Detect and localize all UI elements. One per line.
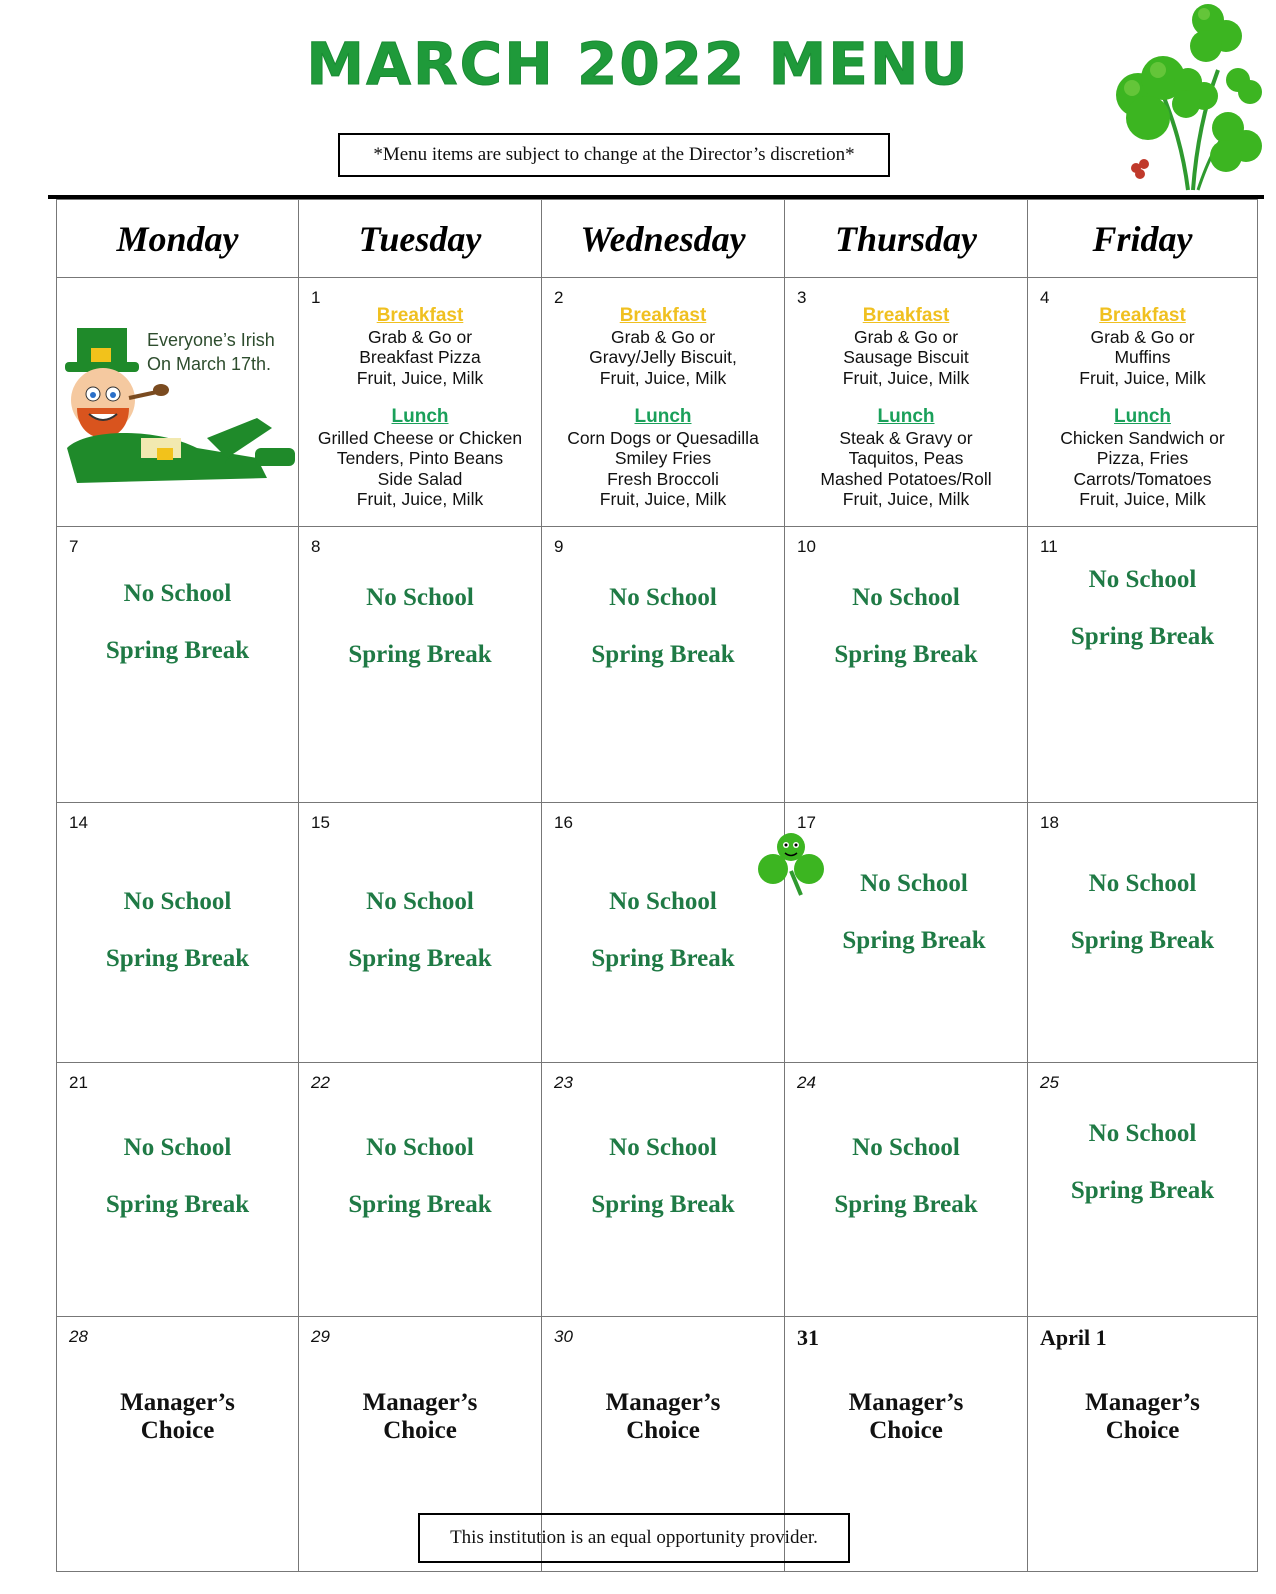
day-cell	[298, 526, 541, 802]
spring-break-label: Spring Break	[834, 641, 978, 668]
day-cell	[1027, 277, 1257, 526]
spring-break-label: Spring Break	[1070, 623, 1215, 650]
no-school-label: No School	[609, 888, 717, 915]
lunch-label: Lunch	[1114, 406, 1171, 427]
weekday-header-friday: Friday	[1027, 199, 1257, 277]
page-title: MARCH 2022 MENU	[306, 30, 970, 98]
day-cell	[56, 1316, 298, 1571]
spring-break-label: Spring Break	[1070, 927, 1215, 954]
day-number: 4	[1040, 288, 1050, 307]
day-cell	[1027, 526, 1257, 802]
spring-break-label: Spring Break	[105, 637, 250, 664]
day-number: 21	[69, 1073, 88, 1092]
spring-break-label: Spring Break	[348, 1191, 492, 1218]
day-cell	[541, 1062, 784, 1316]
day-cell	[784, 526, 1027, 802]
menu-line: Steak & Gravy or	[839, 427, 973, 448]
day-number: 31	[797, 1325, 819, 1350]
menu-line: Grab & Go or	[853, 326, 959, 347]
menu-line: Fruit, Juice, Milk	[599, 367, 727, 388]
menu-line: Grab & Go or	[367, 326, 473, 347]
managers-choice-label: Choice	[869, 1417, 943, 1444]
menu-line: Grab & Go or	[610, 326, 716, 347]
no-school-label: No School	[366, 584, 474, 611]
weekday-header-wednesday: Wednesday	[541, 199, 784, 277]
no-school-label: No School	[1088, 870, 1197, 897]
menu-line: Fruit, Juice, Milk	[842, 367, 970, 388]
menu-line: Side Salad	[377, 468, 463, 489]
managers-choice-label: Choice	[140, 1417, 215, 1444]
weekday-header-tuesday: Tuesday	[298, 199, 541, 277]
managers-choice-label: Manager’s	[605, 1389, 721, 1416]
menu-line: Fruit, Juice, Milk	[1079, 489, 1206, 509]
menu-change-notice: *Menu items are subject to change at the Director’s discretion*	[338, 133, 890, 177]
day-number: 24	[797, 1073, 816, 1092]
spring-break-label: Spring Break	[105, 945, 250, 972]
day-number: 15	[311, 813, 330, 832]
day-cell	[56, 526, 298, 802]
leprechaun-banner-cell	[56, 277, 298, 526]
menu-line: Fruit, Juice, Milk	[356, 367, 484, 388]
day-number: 14	[69, 813, 88, 832]
menu-line: Fruit, Juice, Milk	[842, 489, 970, 509]
no-school-label: No School	[366, 1134, 474, 1161]
day-cell	[298, 1062, 541, 1316]
day-cell	[541, 802, 784, 1062]
menu-line: Tenders, Pinto Beans	[336, 448, 504, 468]
day-number: 10	[797, 537, 816, 556]
menu-line: Grab & Go or	[1090, 326, 1195, 347]
spring-break-label: Spring Break	[348, 641, 492, 668]
day-number: 8	[311, 537, 321, 556]
spring-break-label: Spring Break	[842, 927, 986, 954]
menu-line: Grilled Cheese or Chicken	[317, 427, 523, 448]
no-school-label: No School	[609, 584, 717, 611]
day-cell	[56, 1062, 298, 1316]
menu-line: Chicken Sandwich or	[1060, 427, 1225, 448]
day-number: 9	[554, 537, 564, 556]
managers-choice-label: Manager’s	[1085, 1389, 1200, 1416]
breakfast-label: Breakfast	[376, 305, 464, 326]
menu-line: Gravy/Jelly Biscuit,	[589, 347, 737, 367]
spring-break-label: Spring Break	[834, 1191, 978, 1218]
day-number: 18	[1040, 813, 1059, 832]
day-number: 25	[1040, 1073, 1059, 1092]
managers-choice-label: Choice	[383, 1417, 457, 1444]
day-cell	[1027, 1062, 1257, 1316]
day-number: 2	[554, 288, 564, 307]
spring-break-label: Spring Break	[591, 641, 735, 668]
lunch-label: Lunch	[391, 406, 449, 427]
day-cell	[298, 802, 541, 1062]
menu-line: Fruit, Juice, Milk	[599, 489, 727, 509]
day-cell	[56, 802, 298, 1062]
no-school-label: No School	[123, 1134, 232, 1161]
no-school-label: No School	[1088, 566, 1197, 593]
menu-line: Corn Dogs or Quesadilla	[567, 427, 759, 448]
day-cell	[1027, 1316, 1257, 1571]
day-cell	[1027, 802, 1257, 1062]
day-number: 30	[554, 1327, 573, 1346]
day-number: 11	[1040, 537, 1058, 556]
no-school-label: No School	[123, 888, 232, 915]
no-school-label: No School	[123, 580, 232, 607]
day-number: 3	[797, 288, 807, 307]
breakfast-label: Breakfast	[1099, 305, 1186, 326]
menu-line: Carrots/Tomatoes	[1073, 468, 1212, 489]
breakfast-label: Breakfast	[862, 305, 950, 326]
menu-line: Sausage Biscuit	[843, 347, 969, 367]
managers-choice-label: Manager’s	[120, 1389, 235, 1416]
day-number: 16	[554, 813, 573, 832]
day-cell	[784, 1062, 1027, 1316]
menu-line: Smiley Fries	[614, 448, 712, 468]
no-school-label: No School	[860, 870, 968, 897]
menu-line: Pizza, Fries	[1096, 448, 1189, 468]
menu-line: Fruit, Juice, Milk	[1079, 367, 1206, 388]
menu-line: Breakfast Pizza	[359, 347, 481, 367]
day-cell	[298, 277, 541, 526]
managers-choice-label: Choice	[626, 1417, 700, 1444]
day-number: 29	[311, 1327, 330, 1346]
managers-choice-label: Manager’s	[362, 1389, 478, 1416]
day-number: 28	[69, 1327, 88, 1346]
menu-line: Taquitos, Peas	[848, 448, 964, 468]
breakfast-label: Breakfast	[619, 305, 707, 326]
no-school-label: No School	[609, 1134, 717, 1161]
lunch-label: Lunch	[877, 406, 935, 427]
spring-break-label: Spring Break	[591, 1191, 735, 1218]
spring-break-label: Spring Break	[105, 1191, 250, 1218]
managers-choice-label: Choice	[1105, 1417, 1180, 1444]
day-cell	[784, 277, 1027, 526]
menu-line: Mashed Potatoes/Roll	[820, 468, 992, 489]
day-number: 22	[311, 1073, 330, 1092]
menu-line: Fresh Broccoli	[607, 468, 719, 489]
menu-calendar	[56, 199, 1258, 1572]
shamrock-cluster-icon	[1068, 0, 1276, 195]
day-cell	[784, 802, 1027, 1062]
day-number: 23	[554, 1073, 573, 1092]
no-school-label: No School	[852, 584, 960, 611]
no-school-label: No School	[852, 1134, 960, 1161]
managers-choice-label: Manager’s	[848, 1389, 964, 1416]
irish-note: Everyone’s Irish On March 17th.	[147, 330, 275, 374]
menu-line: Fruit, Juice, Milk	[356, 489, 484, 509]
no-school-label: No School	[366, 888, 474, 915]
weekday-header-monday: Monday	[56, 199, 298, 277]
day-number: 7	[69, 537, 79, 556]
day-number: 17	[797, 813, 816, 832]
equal-opportunity-footer: This institution is an equal opportunity provider.	[418, 1513, 850, 1563]
no-school-label: No School	[1088, 1120, 1197, 1147]
day-cell	[541, 526, 784, 802]
spring-break-label: Spring Break	[348, 945, 492, 972]
day-number: 1	[311, 288, 321, 307]
day-cell	[541, 277, 784, 526]
day-number: April 1	[1040, 1325, 1107, 1350]
menu-line: Muffins	[1114, 347, 1171, 367]
weekday-header-thursday: Thursday	[784, 199, 1027, 277]
spring-break-label: Spring Break	[1070, 1177, 1215, 1204]
spring-break-label: Spring Break	[591, 945, 735, 972]
lunch-label: Lunch	[634, 406, 692, 427]
